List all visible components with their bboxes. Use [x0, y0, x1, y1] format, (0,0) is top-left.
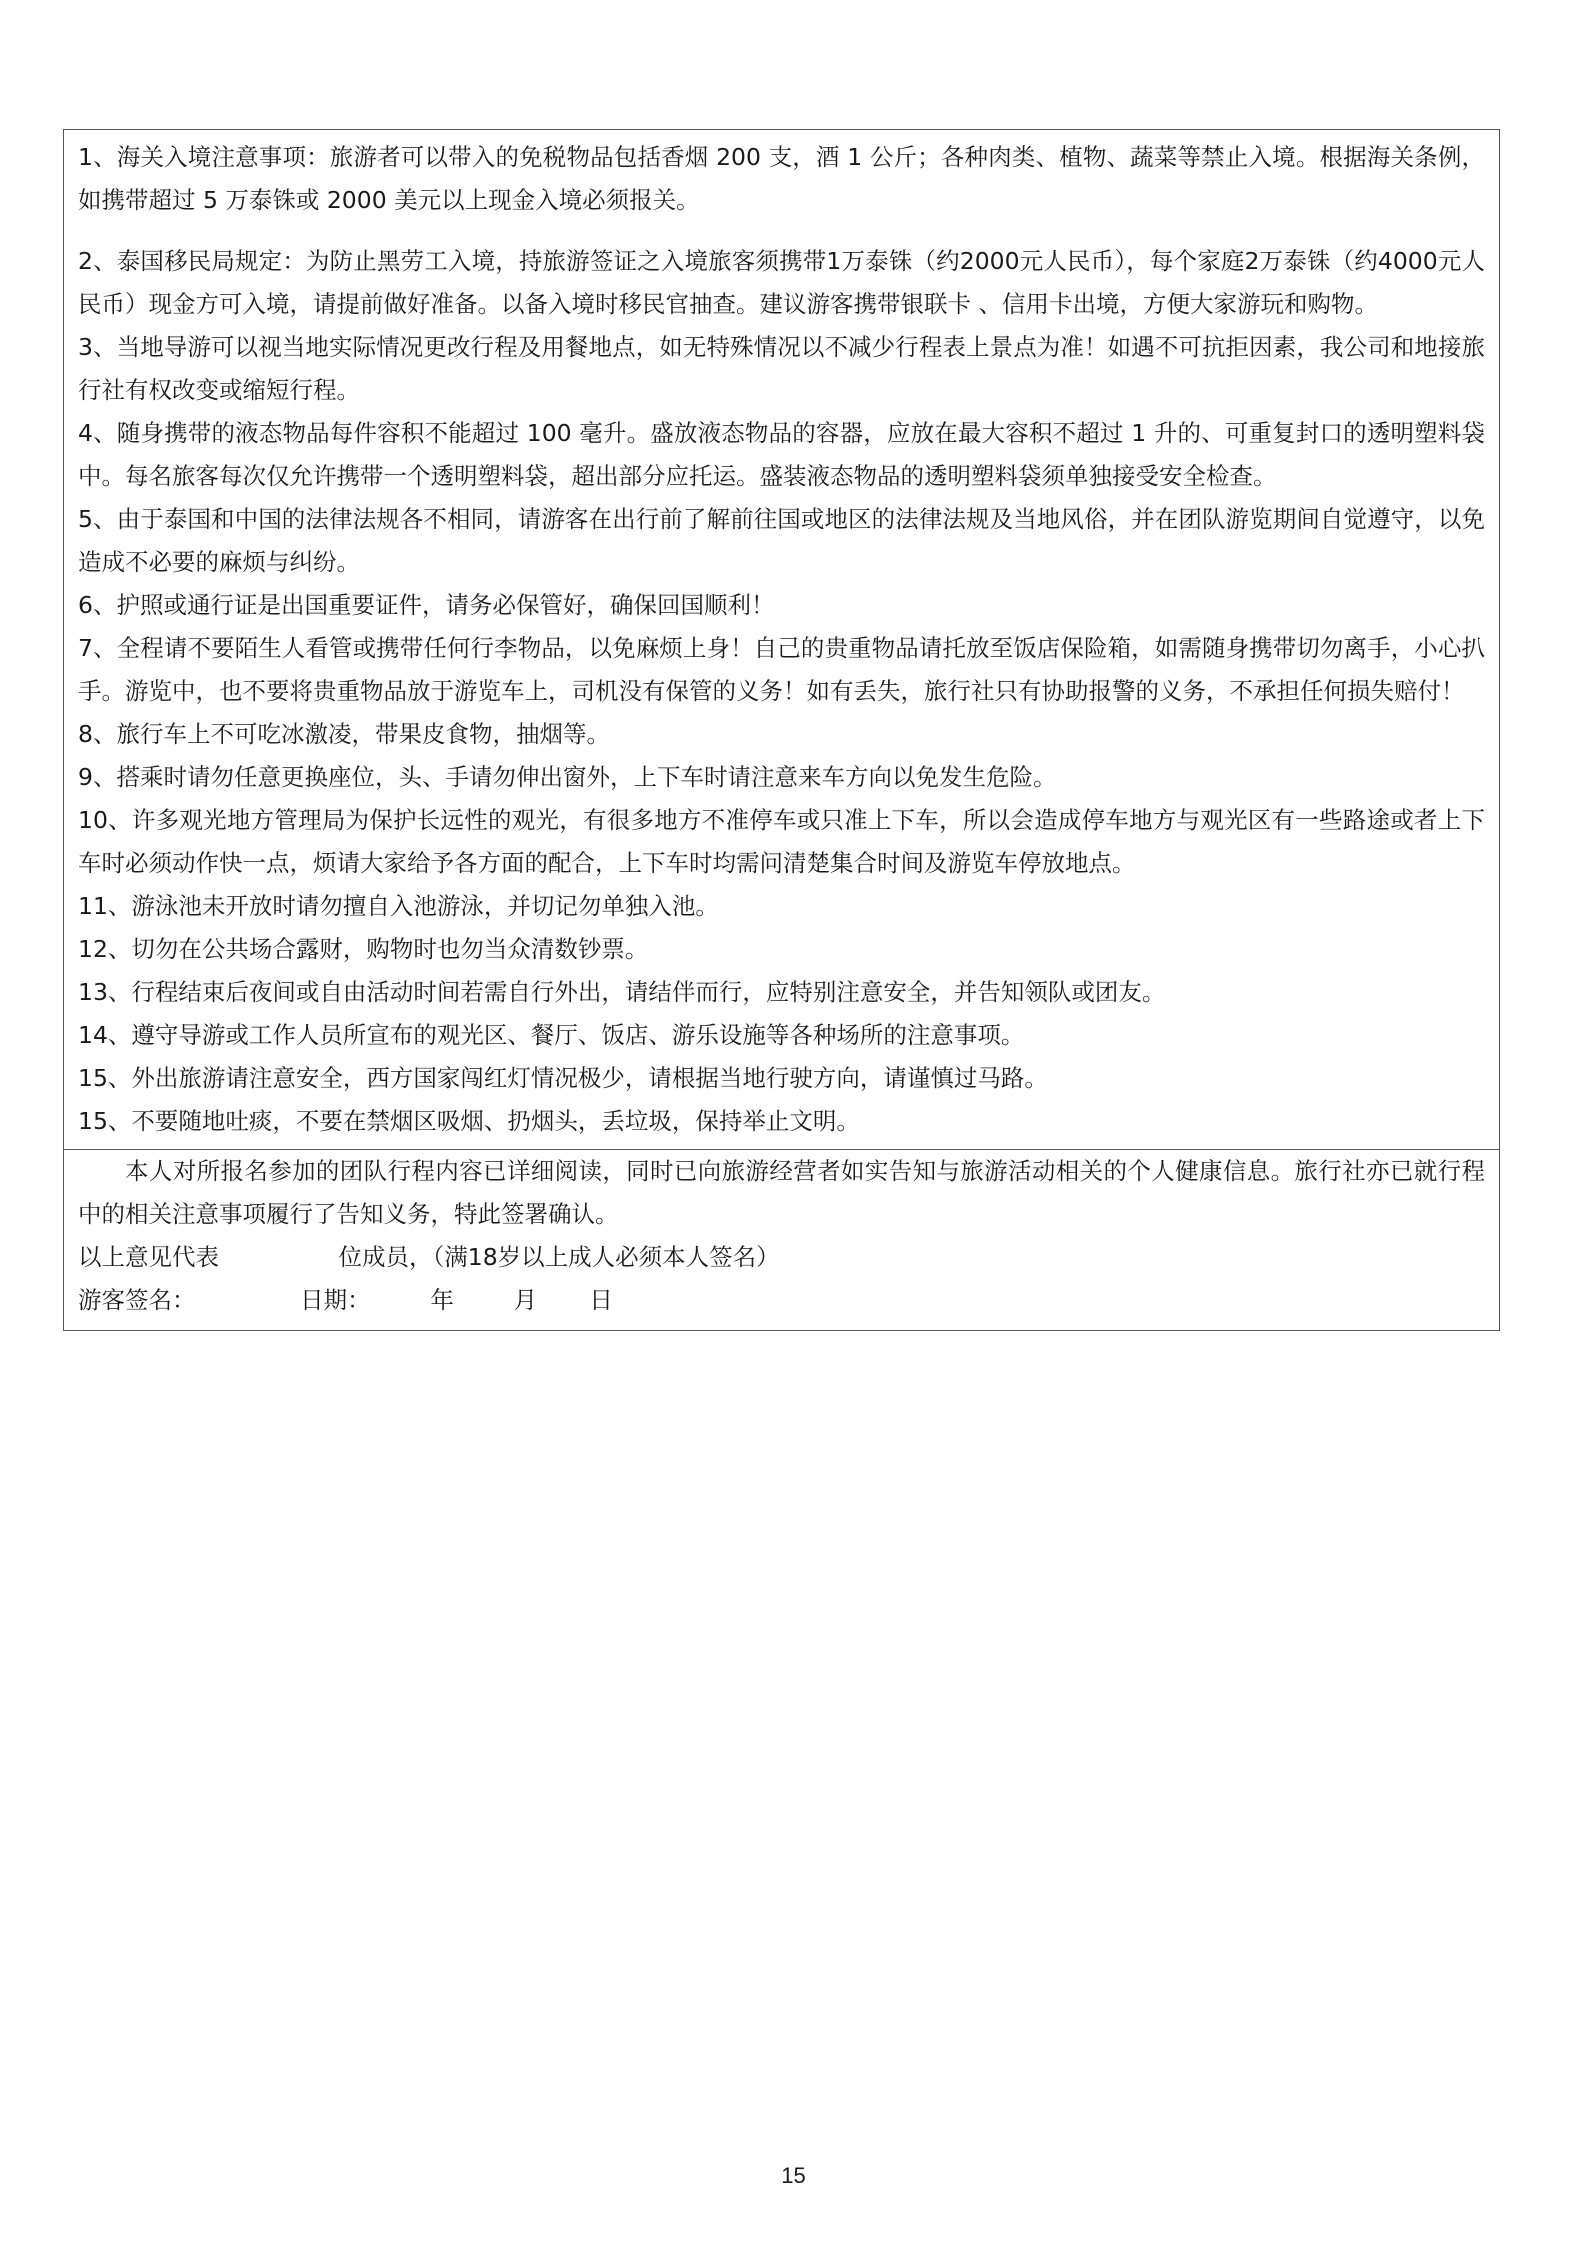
note-item-4: 4、随身携带的液态物品每件容积不能超过 100 毫升。盛放液态物品的容器，应放在最大容积不超过 1 升的、可重复封口的透明塑料袋中。每名旅客每次仅允许携带一个透明塑料袋，超出部分应托运。盛装液态物品的透明塑料袋须单独接受安全检查。: [78, 419, 1485, 490]
representative-line: 以上意见代表 位成员，（满18岁以上成人必须本人签名）: [78, 1243, 780, 1271]
note-item-1: 1、海关入境注意事项：旅游者可以带入的免税物品包括香烟 200 支，酒 1 公斤；各种肉类、植物、蔬菜等禁止入境。根据海关条例，如携带超过 5 万泰铢或 2000 美元以上现金入境必须报关。: [78, 143, 1485, 214]
note-item-2: 2、泰国移民局规定：为防止黑劳工入境，持旅游签证之入境旅客须携带1万泰铢（约2000元人民币），每个家庭2万泰铢（约4000元人民币）现金方可入境，请提前做好准备。以备入境时移民官抽查。建议游客携带银联卡 、信用卡出境，方便大家游玩和购物。: [78, 247, 1485, 318]
note-item-7: 7、全程请不要陌生人看管或携带任何行李物品，以免麻烦上身！自己的贵重物品请托放至饭店保险箱，如需随身携带切勿离手，小心扒手。游览中，也不要将贵重物品放于游览车上，司机没有保管的义务！如有丢失，旅行社只有协助报警的义务，不承担任何损失赔付！: [78, 634, 1485, 705]
note-item-13: 13、行程结束后夜间或自由活动时间若需自行外出，请结伴而行，应特别注意安全，并告知领队或团友。: [78, 978, 1166, 1006]
note-item-16: 15、不要随地吐痰，不要在禁烟区吸烟、扔烟头，丢垃圾，保持举止文明。: [78, 1107, 860, 1135]
note-item-3: 3、当地导游可以视当地实际情况更改行程及用餐地点，如无特殊情况以不减少行程表上景点为准！如遇不可抗拒因素，我公司和地接旅行社有权改变或缩短行程。: [78, 333, 1485, 404]
confirmation-statement: 本人对所报名参加的团队行程内容已详细阅读，同时已向旅游经营者如实告知与旅游活动相关的个人健康信息。旅行社亦已就行程中的相关注意事项履行了告知义务，特此签署确认。: [78, 1157, 1485, 1228]
travel-notice-table: [63, 129, 1500, 1331]
note-item-9: 9、搭乘时请勿任意更换座位，头、手请勿伸出窗外，上下车时请注意来车方向以免发生危险。: [78, 763, 1057, 791]
note-item-5: 5、由于泰国和中国的法律法规各不相同，请游客在出行前了解前往国或地区的法律法规及当地风俗，并在团队游览期间自觉遵守，以免造成不必要的麻烦与纠纷。: [78, 505, 1485, 576]
note-item-14: 14、遵守导游或工作人员所宣布的观光区、餐厅、饭店、游乐设施等各种场所的注意事项。: [78, 1021, 1025, 1049]
note-item-11: 11、游泳池未开放时请勿擅自入池游泳，并切记勿单独入池。: [78, 892, 719, 920]
note-item-6: 6、护照或通行证是出国重要证件，请务必保管好，确保回国顺利！: [78, 591, 775, 619]
notes-list: [64, 130, 1499, 1149]
confirmation-section: [64, 1149, 1499, 1330]
note-item-10: 10、许多观光地方管理局为保护长远性的观光，有很多地方不准停车或只准上下车，所以会造成停车地方与观光区有一些路途或者上下车时必须动作快一点，烦请大家给予各方面的配合，上下车时均需问清楚集合时间及游览车停放地点。: [78, 806, 1485, 877]
page-number: 15: [781, 2163, 806, 2188]
note-item-15: 15、外出旅游请注意安全，西方国家闯红灯情况极少，请根据当地行驶方向，请谨慎过马路。: [78, 1064, 1048, 1092]
signature-date-line: 游客签名： 日期： 年 月 日: [78, 1286, 613, 1314]
note-item-12: 12、切勿在公共场合露财，购物时也勿当众清数钞票。: [78, 935, 649, 963]
note-item-8: 8、旅行车上不可吃冰激凌，带果皮食物，抽烟等。: [78, 720, 610, 748]
